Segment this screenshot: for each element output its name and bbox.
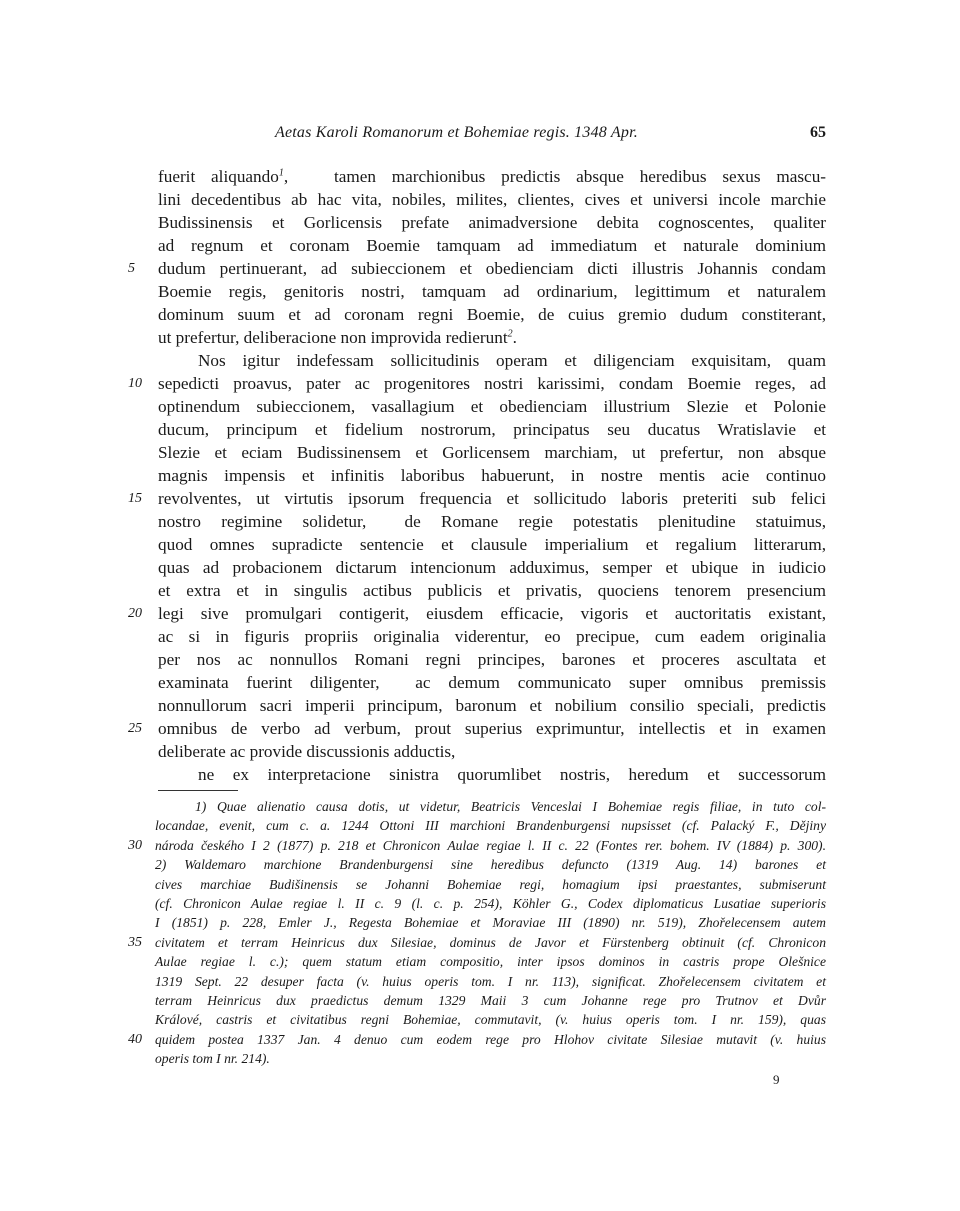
footnote-line (0, 991, 826, 1010)
body-line (0, 188, 826, 211)
footnote-line (0, 797, 826, 816)
footnote-line (0, 952, 826, 971)
line-text: dominum suum et ad coronam regni Boemie, de cuius gremio dudum constiterant, (158, 305, 826, 324)
footnote-text: locandae, evenit, cum c. a. 1244 Ottoni III marchioni Brandenburgensi nupsisset (cf. Palacký F., Dějiny (155, 818, 826, 834)
line-text: deliberate ac provide discussionis adductis, (158, 742, 456, 761)
line-text: Boemie regis, genitoris nostri, tamquam ad ordinarium, legittimum et naturalem (158, 282, 826, 301)
footnote-line (0, 913, 826, 932)
line-number: 10 (128, 376, 142, 391)
line-number: 15 (128, 491, 142, 506)
signature-mark: 9 (773, 1072, 780, 1087)
footnote-line (0, 1049, 826, 1068)
line-text: Budissinensis et Gorlicensis prefate animadversione debita cognoscentes, qualiter (158, 213, 826, 232)
footnote-text: 1319 Sept. 22 desuper facta (v. huius operis tom. I nr. 113), significat. Zhořelecensem civitatem et (155, 973, 826, 989)
body-line (0, 579, 826, 602)
footnote-line (0, 875, 826, 894)
line-number: 20 (128, 606, 142, 621)
body-line (0, 533, 826, 556)
line-text: lini decedentibus ab hac vita, nobiles, milites, clientes, cives et universi incole marchie (158, 190, 826, 209)
line-text: ne ex interpretacione sinistra quorumlibet nostris, heredum et successorum (198, 765, 826, 784)
line-text: per nos ac nonnullos Romani regni principes, barones et proceres ascultata et (158, 650, 826, 669)
footnote-text: Aulae regiae l. c.); quem statum etiam compositio, inter ipsos dominos in castris prope Olešnice (155, 954, 826, 970)
footnote-rule (158, 790, 238, 791)
body-line (0, 694, 826, 717)
footnote-text: civitatem et terram Heinricus dux Silesiae, dominus de Javor et Fürstenberg obtinuit (cf. Chronicon (155, 934, 826, 950)
body-line (0, 464, 826, 487)
footnote-line (0, 894, 826, 913)
body-line (0, 395, 826, 418)
line-text: ad regnum et coronam Boemie tamquam ad immediatum et naturale dominium (158, 236, 826, 255)
body-line (0, 648, 826, 671)
footnote-line (0, 816, 826, 835)
line-text: legi sive promulgari contigerit, eiusdem efficacie, vigoris et auctoritatis existant, (158, 604, 826, 623)
footnote-line (0, 1010, 826, 1029)
footnote-text: I (1851) p. 228, Emler J., Regesta Bohemiae et Moraviae III (1890) nr. 519), Zhořelecensem autem (155, 915, 826, 931)
body-line (0, 487, 826, 510)
line-text: Slezie et eciam Budissinensem et Gorlicensem marchiam, ut prefertur, non absque (158, 443, 826, 462)
line-number: 25 (128, 721, 142, 736)
body-line (0, 280, 826, 303)
body-line (0, 625, 826, 648)
body-line (0, 303, 826, 326)
body-line (0, 234, 826, 257)
page-number: 65 (810, 124, 826, 141)
line-text: omnibus de verbo ad verbum, prout superius exprimuntur, intellectis et in examen (158, 719, 826, 738)
footnote-line (0, 933, 826, 952)
line-number: 40 (128, 1031, 142, 1047)
line-text: et extra et in singulis actibus publicis et privatis, quociens tenorem presencium (158, 581, 826, 600)
line-text: Nos igitur indefessam sollicitudinis operam et diligenciam exquisitam, quam (198, 351, 826, 370)
line-text: nonnullorum sacri imperii principum, baronum et nobilium consilio speciali, predictis (158, 696, 826, 715)
footnote-text: cives marchiae Budišinensis se Johanni Bohemiae regi, homagium ipsi praestantes, submiserunt (155, 876, 826, 892)
line-text: revolventes, ut virtutis ipsorum frequencia et sollicitudo laboris preteriti sub felici (158, 489, 826, 508)
line-text: fuerit aliquando$^1$, tamen marchionibus predictis absque heredibus sexus mascu- (158, 167, 827, 186)
line-text: nostro regimine solidetur, de Romane regie potestatis plenitudine statuimus, (158, 512, 826, 531)
line-text: quas ad probacionem dictarum intencionum adduximus, semper et ubique in iudicio (158, 558, 826, 577)
body-line (0, 257, 826, 280)
line-text: dudum pertinuerant, ad subieccionem et obedienciam dicti illustris Johannis condam (158, 259, 826, 278)
body-line (0, 441, 826, 464)
body-line (0, 556, 826, 579)
footnote-text: národa českého I 2 (1877) p. 218 et Chronicon Aulae regiae l. II c. 22 (Fontes rer. bohem. IV (1884) p. 300). (155, 837, 826, 853)
line-text: sepedicti proavus, pater ac progenitores nostri karissimi, condam Boemie reges, ad (158, 374, 826, 393)
line-text: ac si in figuris propriis originalia viderentur, eo precipue, cum eadem originalia (158, 627, 826, 646)
body-line (0, 372, 826, 395)
footnote-text: terram Heinricus dux praedictus demum 1329 Maii 3 cum Johanne rege pro Trutnov et Dvůr (155, 992, 826, 1008)
footnotes (0, 797, 960, 1068)
body-line (0, 418, 826, 441)
body-line (0, 165, 826, 188)
body-line (0, 717, 826, 740)
body-line (0, 510, 826, 533)
body-line (0, 326, 826, 349)
line-number: 35 (128, 934, 142, 950)
line-text: ut prefertur, deliberacione non improvida redierunt$^2$. (158, 328, 517, 347)
footnote-line (0, 972, 826, 991)
footnote-text: Králové, castris et civitatibus regni Bohemiae, commutavit, (v. huius operis tom. I nr. 159), quas (155, 1012, 826, 1028)
footnote-ref: 1 (278, 167, 284, 179)
footnote-text: quidem postea 1337 Jan. 4 denuo cum eodem rege pro Hlohov civitate Silesiae mutavit (v. huius (155, 1031, 826, 1047)
footnote-ref: 2 (507, 328, 513, 340)
body-line (0, 349, 826, 372)
body-line (0, 671, 826, 694)
line-number: 30 (128, 837, 142, 853)
body-line (0, 211, 826, 234)
line-text: ducum, principum et fidelium nostrorum, principatus seu ducatus Wratislavie et (158, 420, 826, 439)
body-line (0, 763, 826, 786)
line-number: 5 (128, 261, 135, 276)
footnote-text: operis tom I nr. 214). (155, 1051, 270, 1067)
line-text: quod omnes supradicte sentencie et clausule imperialium et regalium litterarum, (158, 535, 826, 554)
footnote-line (0, 836, 826, 855)
body-text (0, 165, 960, 786)
line-text: examinata fuerint diligenter, ac demum communicato super omnibus premissis (158, 673, 826, 692)
line-text: magnis impensis et infinitis laboribus habuerunt, in nostre mentis acie continuo (158, 466, 826, 485)
footnote-text: (cf. Chronicon Aulae regiae l. II c. 9 (l. c. p. 254), Köhler G., Codex diplomaticus Lusatiae superioris (155, 895, 826, 911)
footnote-text: 1) Quae alienatio causa dotis, ut videtur, Beatricis Venceslai I Bohemiae regis filiae, in tuto col- (195, 799, 826, 814)
running-header: Aetas Karoli Romanorum et Bohemiae regis. 1348 Apr. (275, 124, 638, 141)
footnote-line (0, 855, 826, 874)
footnote-line (0, 1030, 826, 1049)
body-line (0, 740, 826, 763)
body-line (0, 602, 826, 625)
line-text: optinendum subieccionem, vasallagium et obedienciam illustrium Slezie et Polonie (158, 397, 826, 416)
footnote-text: 2) Waldemaro marchione Brandenburgensi sine heredibus defuncto (1319 Aug. 14) barones et (155, 857, 826, 873)
